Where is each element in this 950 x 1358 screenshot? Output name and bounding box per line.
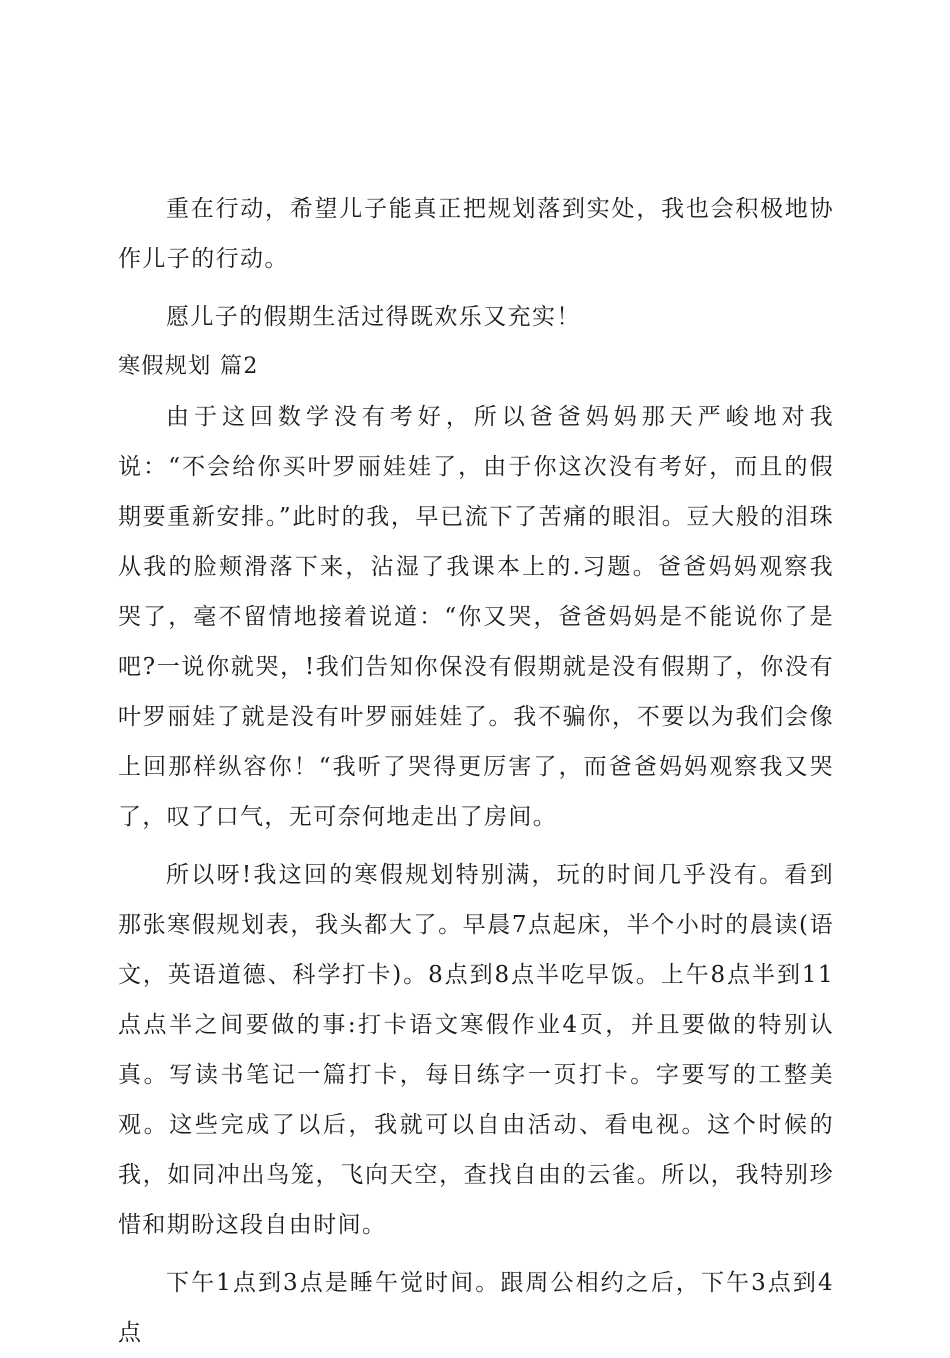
paragraph-math-exam: 由于这回数学没有考好，所以爸爸妈妈那天严峻地对我说：“不会给你买叶罗丽娃娃了，由于你这次没有考好，而且的假期要重新安排。”此时的我，早已流下了苦痛的眼泪。豆大般的泪珠从我的脸颊滑落下来，沾湿了我课本上的.习题。爸爸妈妈观察我哭了，毫不留情地接着说道：“你又哭，爸爸妈妈是不能说你了是吧?一说你就哭，!我们告知你保没有假期就是没有假期了，你没有叶罗丽娃了就是没有叶罗丽娃娃了。我不骗你，不要以为我们会像上回那样纵容你！“我听了哭得更厉害了，而爸爸妈妈观察我又哭了，叹了口气，无可奈何地走出了房间。 — [118, 404, 834, 830]
paragraph-gap — [118, 1250, 834, 1258]
paragraph-action: 重在行动，希望儿子能真正把规划落到实处，我也会积极地协作儿子的行动。 — [118, 196, 834, 272]
section-heading: 寒假规划 篇2 — [118, 354, 259, 379]
paragraph-wish: 愿儿子的假期生活过得既欢乐又充实！ — [166, 304, 581, 330]
paragraph-gap — [118, 842, 834, 850]
paragraph-afternoon: 下午1点到3点是睡午觉时间。跟周公相约之后，下午3点到4点 — [118, 1270, 834, 1346]
paragraph-winter-plan: 所以呀!我这回的寒假规划特别满，玩的时间几乎没有。看到那张寒假规划表，我头都大了。早晨7点起床，半个小时的晨读(语文，英语道德、科学打卡)。8点到8点半吃早饭。上午8点半到11点点半之间要做的事:打卡语文寒假作业4页，并且要做的特别认真。写读书笔记一篇打卡，每日练字一页打卡。字要写的工整美观。这些完成了以后，我就可以自由活动、看电视。这个时候的我，如同冲出鸟笼，飞向天空，查找自由的云雀。所以，我特别珍惜和期盼这段自由时间。 — [118, 862, 834, 1238]
document-body — [118, 184, 834, 1358]
paragraph-gap — [118, 284, 834, 292]
